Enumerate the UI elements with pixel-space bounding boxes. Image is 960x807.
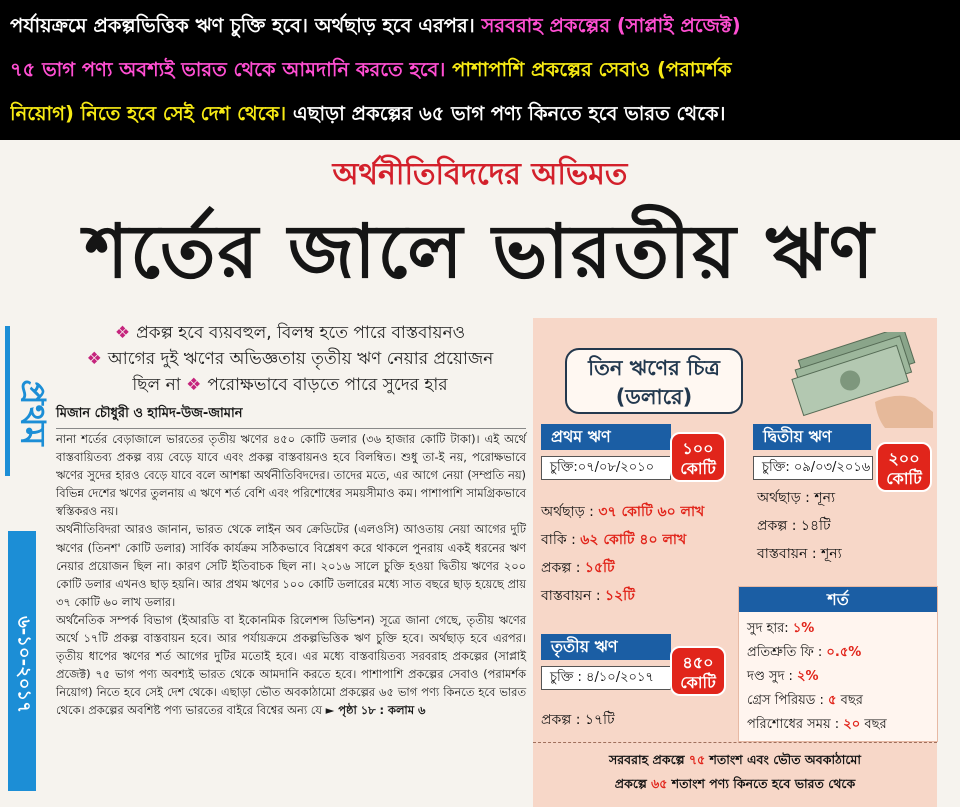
second-loan-row: অর্থছাড় : শূন্য: [757, 490, 836, 506]
terms-row: দণ্ড সুদ : ২%: [747, 669, 819, 684]
second-loan-amount-badge: ২০০ কোটি: [876, 442, 932, 492]
second-loan-header: দ্বিতীয় ঋণ: [753, 424, 871, 450]
byline: মিজান চৌধুরী ও হামিদ-উজ-জামান: [56, 404, 526, 429]
second-loan-row: প্রকল্প : ১৪টি: [757, 518, 831, 534]
third-loan-amount-badge: ৪৫০ কোটি: [670, 646, 726, 696]
first-loan-date: চুক্তি:০৭/০৮/২০১০: [541, 456, 671, 480]
terms-row: প্রতিশ্রুতি ফি : ০.৫%: [747, 645, 862, 660]
infobox-divider: [533, 742, 937, 743]
article-paragraph: অর্থনীতিবিদরা আরও জানান, ভারত থেকে লাইন অব ক্রেডিটের (এলওসি) আওতায় নেয়া আগের দুটি ঋণের (তিনশ' কোটি ডলার) সার্বিক কার্যক্রম সঠিকভাবে বিশ্লেষণ করে থাকলে পুনরায় একই ধরনের ঋণ নেয়ার প্রয়োজন ছিল না। কারণ সেটি ইতিবাচক ছিল না। ২০১৬ সালে চুক্তি হওয়া দ্বিতীয় ঋণের ২০০ কোটি ডলার এখনও ছাড় হয়নি। আর প্রথম ঋণের ১০০ কোটি ডলারের মধ্যে সাত বছরে ছাড় হয়েছে প্রায় ৩৭ কোটি ৬০ লাখ ডলার।: [56, 522, 526, 609]
second-loan-row: বাস্তবায়ন : শূন্য: [757, 546, 842, 562]
first-loan-row: প্রকল্প : ১৫টি: [541, 560, 615, 576]
infobox-footer-line: সরবরাহ প্রকল্পে ৭৫ শতাংশ এবং ভৌত অবকাঠামো: [609, 752, 861, 767]
bullet-list: [55, 320, 525, 398]
masthead-strip: [2, 316, 53, 807]
money-hand-image: [785, 332, 935, 428]
newspaper-clipping: [0, 140, 960, 807]
article-paragraph: নানা শর্তের বেড়াজালে ভারতের তৃতীয় ঋণের ৪৫০ কোটি ডলার (৩৬ হাজার কোটি টাকা)। এই অর্থে বাস্তবায়িতব্য প্রকল্প ব্যয় বেড়ে যাবে এবং প্রকল্প বাস্তবায়নও হবে বিলম্বিত। শুধু তা-ই নয়, পরোক্ষভাবে ঋণের সুদের হারও বেড়ে যাবে বলে আশঙ্কা অর্থনীতিবিদদের। তাদের মতে, এর আগে নেয়া (সম্প্রতি নয়) বিভিন্ন দেশের ঋণের তুলনায় এ ঋণে শর্ত বেশি এবং পরিশোধের সময়সীমাও কম। পাশাপাশি সামগ্রিকভাবে স্বস্তিকরও নয়।: [56, 432, 526, 519]
third-loan-date: চুক্তি : ৪/১০/২০১৭: [541, 666, 671, 690]
caption-line-1-pink: সরবরাহ প্রকল্পের (সাপ্লাই প্রজেক্ট): [481, 14, 741, 37]
caption-line-3: [10, 92, 950, 136]
terms-row: পরিশোধের সময় : ২০ বছর: [747, 717, 887, 732]
diamond-icon: ❖: [186, 375, 202, 395]
continued-marker: ► পৃষ্ঠা ১৮ : কলাম ৬: [325, 703, 426, 718]
kicker: অর্থনীতিবিদদের অভিমত: [332, 157, 628, 192]
headline: শর্তের জালে ভারতীয় ঋণ: [84, 209, 876, 295]
article-paragraph: অর্থনৈতিক সম্পর্ক বিভাগ (ইআরডি বা ইকোনমিক রিলেশন্স ডিভিশন) সূত্রে জানা গেছে, তৃতীয় ঋণের অর্থে ১৭টি প্রকল্প বাস্তবায়ন হবে। আর পর্যায়ক্রমে প্রকল্পভিত্তিক ঋণ চুক্তি হবে। অর্থছাড় হবে এরপর। তৃতীয় ধাপের ঋণের শর্ত আগের দুটির মতোই হবে। এর মধ্যে বাস্তবায়িতব্য সরবরাহ প্রকল্পের (সাপ্লাই প্রজেক্ট) ৭৫ ভাগ পণ্য অবশ্যই ভারত থেকে আমদানি করতে হবে। পাশাপাশি প্রকল্পের সেবাও (পরামর্শক নিয়োগ) নিতে হবে সেই দেশ থেকে। এছাড়া ভৌত অবকাঠামো প্রকল্পের ৬৫ ভাগ পণ্য কিনতে হবে ভারত থেকে। প্রকল্পের অবশিষ্ট পণ্য ভারতের বাইরে বিশ্বের অন্য যে ► পৃষ্ঠা ১৮ : কলাম ৬: [56, 612, 526, 718]
bullet-item: ❖ প্রকল্প হবে ব্যয়বহুল, বিলম্ব হতে পারে বাস্তবায়নও: [114, 323, 466, 343]
masthead-logo: [5, 326, 53, 476]
infobox-title: তিন ঋণের চিত্র (ডলারে): [565, 348, 743, 414]
issue-date: ৬-১০-২০১৭: [13, 616, 35, 713]
terms-box: [738, 586, 938, 742]
first-loan-row: অর্থছাড় : ৩৭ কোটি ৬০ লাখ: [541, 504, 705, 520]
caption-line-3-white: এছাড়া প্রকল্পের ৬৫ ভাগ পণ্য কিনতে হবে ভারত থেকে।: [292, 102, 726, 125]
caption-line-1: [10, 4, 950, 48]
diamond-icon: ❖: [86, 349, 102, 369]
article-body: [56, 430, 526, 720]
bullet-item: ❖ আগের দুই ঋণের অভিজ্ঞতায় তৃতীয় ঋণ নেয়ার প্রয়োজন: [86, 349, 494, 369]
first-loan-row: বাকি : ৬২ কোটি ৪০ লাখ: [541, 532, 687, 548]
diamond-icon: ❖: [114, 323, 131, 343]
loan-infobox: [533, 318, 937, 807]
date-box: [8, 531, 36, 791]
caption-line-2: [10, 48, 950, 92]
terms-header: শর্ত: [739, 587, 937, 612]
terms-row: সুদ হার: ১%: [747, 621, 815, 636]
third-loan-row: প্রকল্প : ১৭টি: [541, 712, 615, 728]
third-loan-header: তৃতীয় ঋণ: [541, 634, 671, 660]
caption-line-2-pink: ৭৫ ভাগ পণ্য অবশ্যই ভারত থেকে আমদানি করতে হবে।: [10, 58, 453, 81]
caption-line-3-yellow: নিয়োগ) নিতে হবে সেই দেশ থেকে।: [10, 102, 293, 125]
masthead-text: প্রথম: [12, 379, 53, 446]
infobox-footer-line: প্রকল্পে ৬৫ শতাংশ পণ্য কিনতে হবে ভারত থেকে: [614, 776, 856, 791]
first-loan-row: বাস্তবায়ন : ১২টি: [541, 588, 635, 604]
terms-row: গ্রেস পিরিয়ড : ৫ বছর: [747, 693, 863, 708]
caption-line-1-white: পর্যায়ক্রমে প্রকল্পভিত্তিক ঋণ চুক্তি হবে। অর্থছাড় হবে এরপর।: [10, 14, 482, 37]
first-loan-amount-badge: ১০০ কোটি: [670, 432, 726, 482]
first-loan-header: প্রথম ঋণ: [541, 424, 671, 450]
second-loan-date: চুক্তি: ০৯/০৩/২০১৬: [753, 456, 873, 480]
bullet-item: ছিল না ❖ পরোক্ষভাবে বাড়তে পারে সুদের হার: [132, 375, 448, 395]
caption-line-2-yellow: পাশাপাশি প্রকল্পের সেবাও (পরামর্শক: [452, 58, 732, 81]
caption-bar: [0, 0, 960, 140]
